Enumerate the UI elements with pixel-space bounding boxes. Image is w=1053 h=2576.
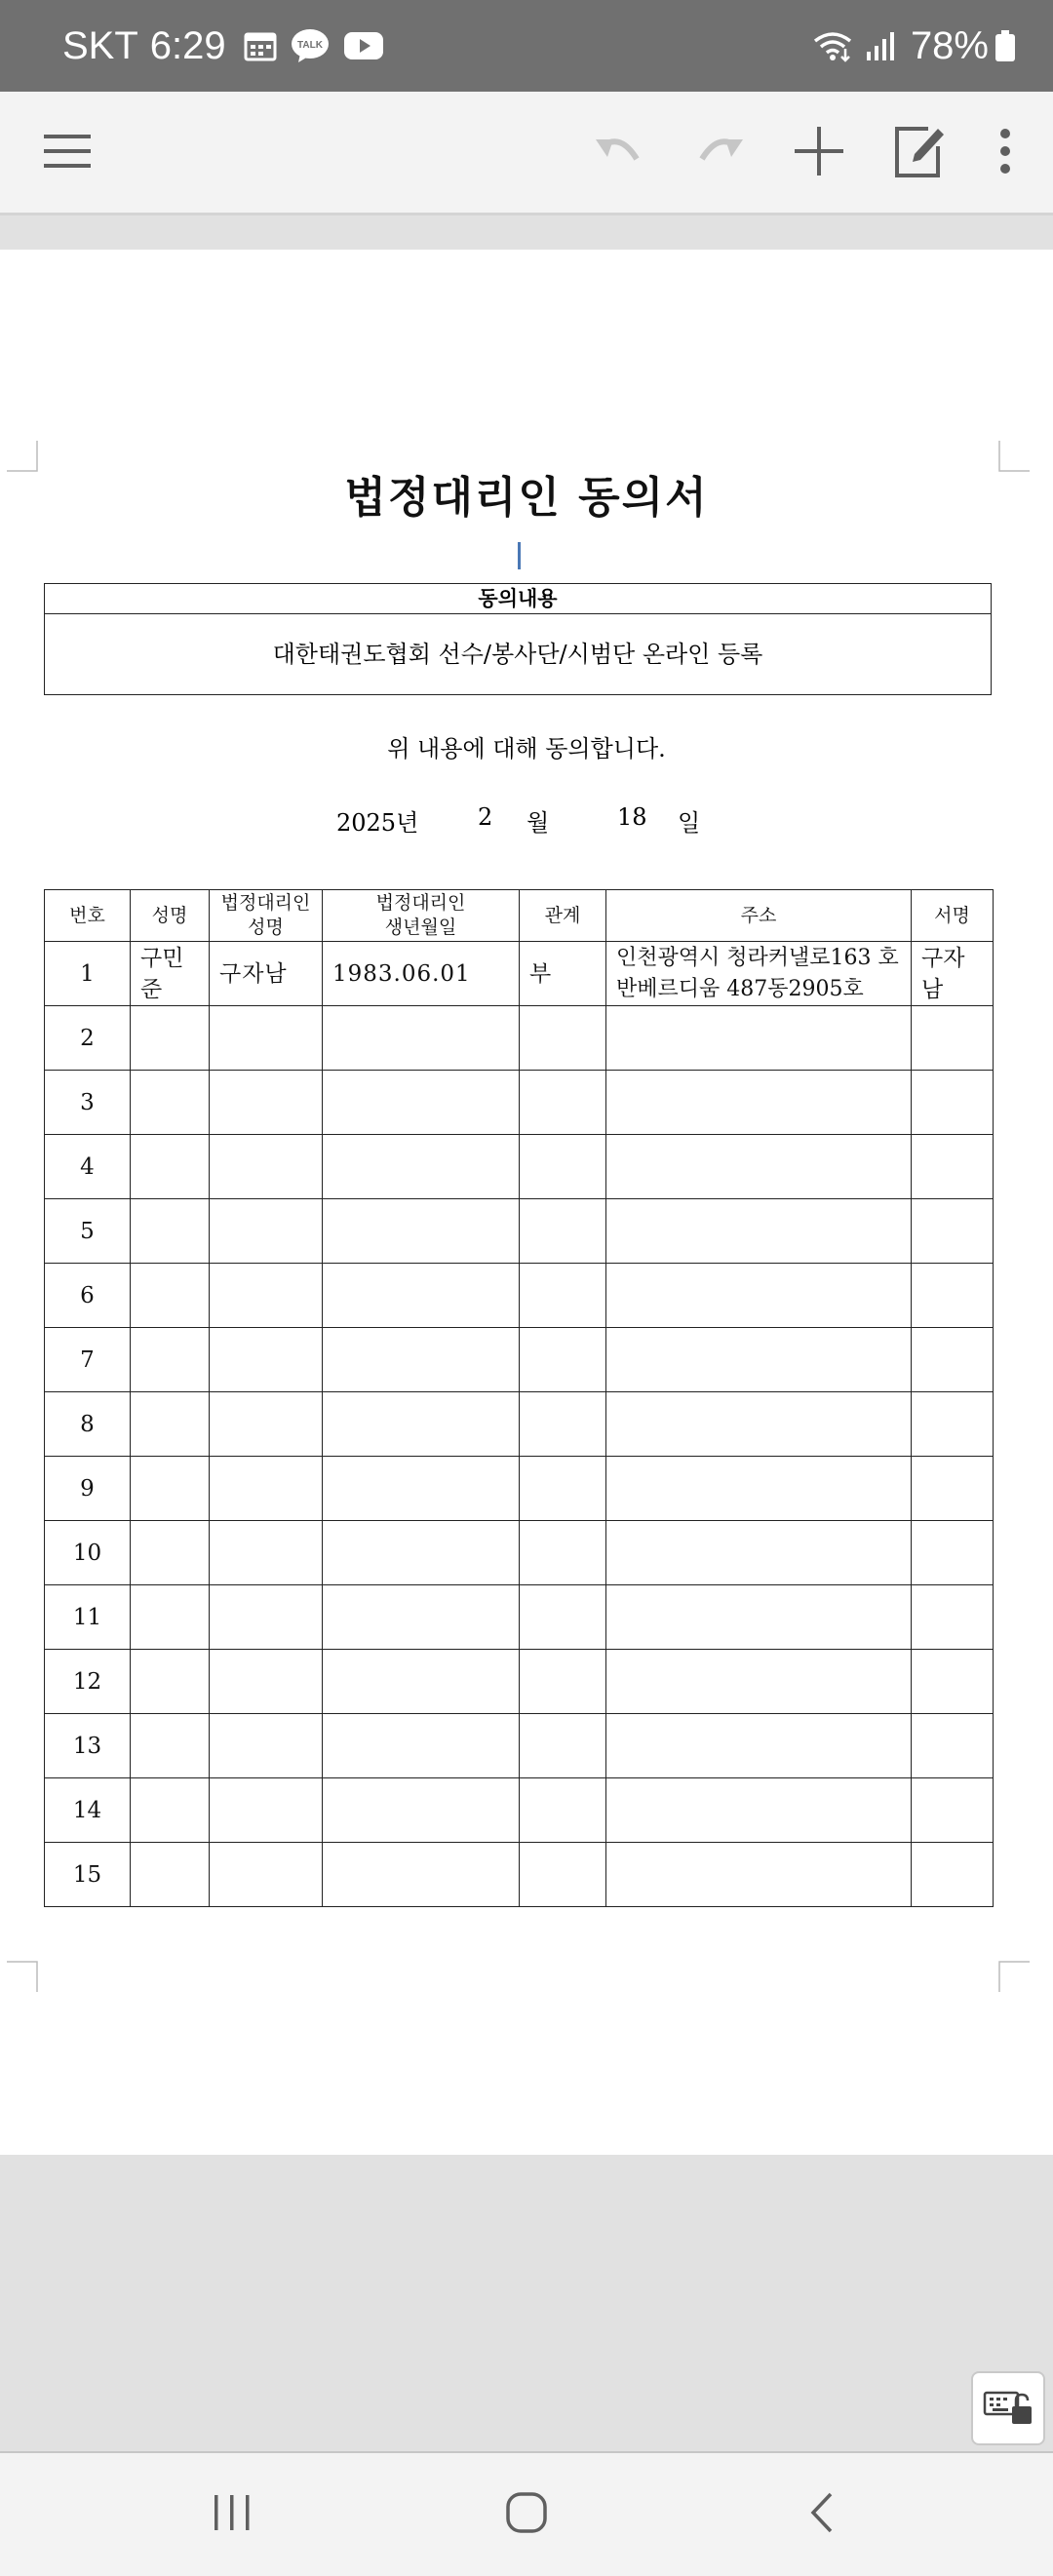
back-icon	[807, 2491, 837, 2538]
date-month-unit: 월	[526, 809, 550, 837]
home-button[interactable]	[488, 2480, 566, 2549]
undo-button[interactable]	[585, 119, 653, 187]
cell-signature[interactable]	[912, 1778, 994, 1843]
clock: 6:29	[149, 23, 226, 67]
cell-no: 13	[45, 1714, 131, 1778]
cell-address[interactable]	[606, 1264, 912, 1328]
cell-guardian-name: 구자남	[210, 942, 323, 1006]
cell-no: 14	[45, 1778, 131, 1843]
cell-signature[interactable]	[912, 1199, 994, 1264]
crop-mark-bottom-left	[7, 1961, 38, 1992]
cell-guardian-birth[interactable]	[323, 1778, 520, 1843]
cell-address[interactable]	[606, 1135, 912, 1199]
header-address: 주소	[606, 890, 912, 942]
table-row	[45, 1778, 994, 1843]
cell-guardian-name[interactable]	[210, 1199, 323, 1264]
cell-no: 15	[45, 1843, 131, 1907]
header-guardian-birth: 법정대리인 생년월일	[323, 890, 520, 942]
cell-relation[interactable]	[520, 1264, 606, 1328]
header-relation: 관계	[520, 890, 606, 942]
talk-badge-text: TALK	[296, 40, 323, 51]
youtube-icon	[343, 31, 384, 60]
recents-button[interactable]	[193, 2480, 271, 2549]
date-day: 18	[617, 803, 647, 831]
cell-signature[interactable]	[912, 1328, 994, 1392]
cell-no: 10	[45, 1521, 131, 1585]
more-button[interactable]	[971, 119, 1039, 187]
recents-icon	[211, 2493, 254, 2536]
cell-guardian-birth[interactable]	[323, 1328, 520, 1392]
date-day-unit: 일	[678, 809, 701, 837]
cell-name[interactable]	[131, 1135, 210, 1199]
cell-name[interactable]	[131, 1006, 210, 1071]
cell-guardian-birth: 1983.06.01	[323, 942, 520, 1006]
undo-icon	[592, 132, 646, 175]
table-row	[45, 1585, 994, 1650]
header-guardian-name: 법정대리인 성명	[210, 890, 323, 942]
cell-guardian-name[interactable]	[210, 1843, 323, 1907]
cell-address[interactable]	[606, 1328, 912, 1392]
cell-name[interactable]	[131, 1457, 210, 1521]
cell-guardian-birth[interactable]	[323, 1843, 520, 1907]
cell-no: 2	[45, 1006, 131, 1071]
table-row	[45, 1843, 994, 1907]
cell-signature[interactable]	[912, 1392, 994, 1457]
cell-guardian-birth[interactable]	[323, 1521, 520, 1585]
cell-guardian-birth[interactable]	[323, 1071, 520, 1135]
cell-guardian-name[interactable]	[210, 1457, 323, 1521]
cell-signature[interactable]	[912, 1135, 994, 1199]
menu-icon	[42, 132, 93, 175]
cell-no: 9	[45, 1457, 131, 1521]
cell-signature[interactable]	[912, 1650, 994, 1714]
cell-address[interactable]	[606, 1457, 912, 1521]
cell-relation[interactable]	[520, 1392, 606, 1457]
cell-name[interactable]	[131, 1650, 210, 1714]
menu-button[interactable]	[33, 119, 101, 187]
cell-signature[interactable]	[912, 1714, 994, 1778]
table-row	[45, 1071, 994, 1135]
cell-no: 12	[45, 1650, 131, 1714]
cell-guardian-name[interactable]	[210, 1006, 323, 1071]
navigation-bar	[0, 2451, 1053, 2576]
date-line	[0, 803, 1053, 837]
keyboard-lock-button[interactable]	[971, 2371, 1045, 2445]
keyboard-lock-icon	[983, 2385, 1034, 2432]
cell-address: 인천광역시 청라커낼로163 호반베르디움 487동2905호	[606, 942, 912, 1006]
status-bar	[0, 0, 1053, 92]
cell-relation[interactable]	[520, 1521, 606, 1585]
cell-signature: 구자남	[912, 942, 994, 1006]
table-header-row	[45, 890, 994, 942]
add-icon	[793, 125, 845, 181]
guardian-table	[44, 889, 994, 1907]
cell-name: 구민준	[131, 942, 210, 1006]
cell-guardian-birth[interactable]	[323, 1457, 520, 1521]
table-row	[45, 1714, 994, 1778]
status-left	[62, 0, 384, 92]
date-year: 2025년	[336, 809, 419, 837]
add-button[interactable]	[785, 119, 853, 187]
cell-signature[interactable]	[912, 1071, 994, 1135]
cell-no: 7	[45, 1328, 131, 1392]
table-row	[45, 1199, 994, 1264]
edit-icon	[893, 123, 948, 183]
cell-relation[interactable]	[520, 1199, 606, 1264]
cell-guardian-birth[interactable]	[323, 1264, 520, 1328]
cell-signature[interactable]	[912, 1843, 994, 1907]
cell-address[interactable]	[606, 1521, 912, 1585]
app-toolbar	[0, 92, 1053, 215]
header-signature: 서명	[912, 890, 994, 942]
cell-signature[interactable]	[912, 1585, 994, 1650]
cell-guardian-birth[interactable]	[323, 1199, 520, 1264]
cell-address[interactable]	[606, 1714, 912, 1778]
back-button[interactable]	[783, 2480, 861, 2549]
text-cursor	[518, 542, 521, 569]
cell-relation[interactable]	[520, 1714, 606, 1778]
cell-relation[interactable]	[520, 1650, 606, 1714]
carrier-label: SKT	[62, 23, 138, 67]
cell-name[interactable]	[131, 1071, 210, 1135]
cell-address[interactable]	[606, 1199, 912, 1264]
cell-name[interactable]	[131, 1199, 210, 1264]
cell-relation[interactable]	[520, 1585, 606, 1650]
cell-address[interactable]	[606, 1585, 912, 1650]
cell-guardian-name[interactable]	[210, 1392, 323, 1457]
cell-relation[interactable]	[520, 1457, 606, 1521]
cell-relation[interactable]	[520, 1071, 606, 1135]
consent-body: 대한태권도협회 선수/봉사단/시범단 온라인 등록	[272, 641, 763, 668]
cell-guardian-name[interactable]	[210, 1071, 323, 1135]
cell-name[interactable]	[131, 1714, 210, 1778]
table-row	[45, 1264, 994, 1328]
cell-guardian-birth[interactable]	[323, 1006, 520, 1071]
home-icon	[505, 2491, 548, 2538]
cell-signature[interactable]	[912, 1006, 994, 1071]
cell-name[interactable]	[131, 1843, 210, 1907]
cell-address[interactable]	[606, 1650, 912, 1714]
table-row	[45, 1392, 994, 1457]
cell-guardian-birth[interactable]	[323, 1714, 520, 1778]
cell-guardian-birth[interactable]	[323, 1392, 520, 1457]
cell-no: 5	[45, 1199, 131, 1264]
cell-name[interactable]	[131, 1392, 210, 1457]
cell-relation: 부	[520, 942, 606, 1006]
cell-address[interactable]	[606, 1006, 912, 1071]
table-row	[45, 1006, 994, 1071]
cell-address[interactable]	[606, 1778, 912, 1843]
edit-button[interactable]	[886, 119, 955, 187]
signal-icon	[866, 30, 897, 61]
agree-statement: 위 내용에 대해 동의합니다.	[387, 735, 666, 762]
redo-button[interactable]	[685, 119, 754, 187]
consent-box	[44, 583, 992, 695]
header-no: 번호	[45, 890, 131, 942]
cell-guardian-name[interactable]	[210, 1714, 323, 1778]
cell-guardian-birth[interactable]	[323, 1585, 520, 1650]
wifi-icon	[813, 29, 852, 62]
status-right	[800, 0, 1016, 92]
kakaotalk-icon	[291, 28, 330, 63]
cell-relation[interactable]	[520, 1328, 606, 1392]
cell-guardian-name[interactable]	[210, 1585, 323, 1650]
cell-guardian-name[interactable]	[210, 1328, 323, 1392]
cell-no: 1	[45, 942, 131, 1006]
cell-no: 3	[45, 1071, 131, 1135]
cell-no: 4	[45, 1135, 131, 1199]
cell-guardian-name[interactable]	[210, 1264, 323, 1328]
cell-name[interactable]	[131, 1585, 210, 1650]
cell-guardian-name[interactable]	[210, 1521, 323, 1585]
table-row	[45, 1135, 994, 1199]
table-row	[45, 1328, 994, 1392]
cell-guardian-name[interactable]	[210, 1135, 323, 1199]
cell-guardian-name[interactable]	[210, 1650, 323, 1714]
cell-guardian-birth[interactable]	[323, 1650, 520, 1714]
cell-relation[interactable]	[520, 1006, 606, 1071]
document-page[interactable]	[0, 250, 1053, 2155]
cell-no: 8	[45, 1392, 131, 1457]
table-row	[45, 1650, 994, 1714]
cell-signature[interactable]	[912, 1457, 994, 1521]
battery-icon	[994, 29, 1016, 62]
cell-name[interactable]	[131, 1778, 210, 1843]
cell-guardian-name[interactable]	[210, 1778, 323, 1843]
cell-relation[interactable]	[520, 1135, 606, 1199]
table-row	[45, 1457, 994, 1521]
table-row	[45, 1521, 994, 1585]
header-name: 성명	[131, 890, 210, 942]
more-icon	[998, 128, 1012, 178]
cell-address[interactable]	[606, 1071, 912, 1135]
calendar-icon	[244, 30, 277, 61]
cell-signature[interactable]	[912, 1264, 994, 1328]
cell-no: 6	[45, 1264, 131, 1328]
document-title: 법정대리인 동의서	[344, 473, 709, 523]
cell-address[interactable]	[606, 1843, 912, 1907]
cell-address[interactable]	[606, 1392, 912, 1457]
cell-relation[interactable]	[520, 1843, 606, 1907]
cell-signature[interactable]	[912, 1521, 994, 1585]
cell-guardian-birth[interactable]	[323, 1135, 520, 1199]
date-month: 2	[478, 803, 493, 831]
consent-header: 동의내용	[45, 584, 991, 614]
cell-name[interactable]	[131, 1521, 210, 1585]
cell-name[interactable]	[131, 1264, 210, 1328]
redo-icon	[692, 132, 747, 175]
battery-percent: 78%	[910, 23, 989, 67]
cell-no: 11	[45, 1585, 131, 1650]
cell-relation[interactable]	[520, 1778, 606, 1843]
crop-mark-bottom-right	[998, 1961, 1030, 1992]
cell-name[interactable]	[131, 1328, 210, 1392]
table-row	[45, 942, 994, 1006]
